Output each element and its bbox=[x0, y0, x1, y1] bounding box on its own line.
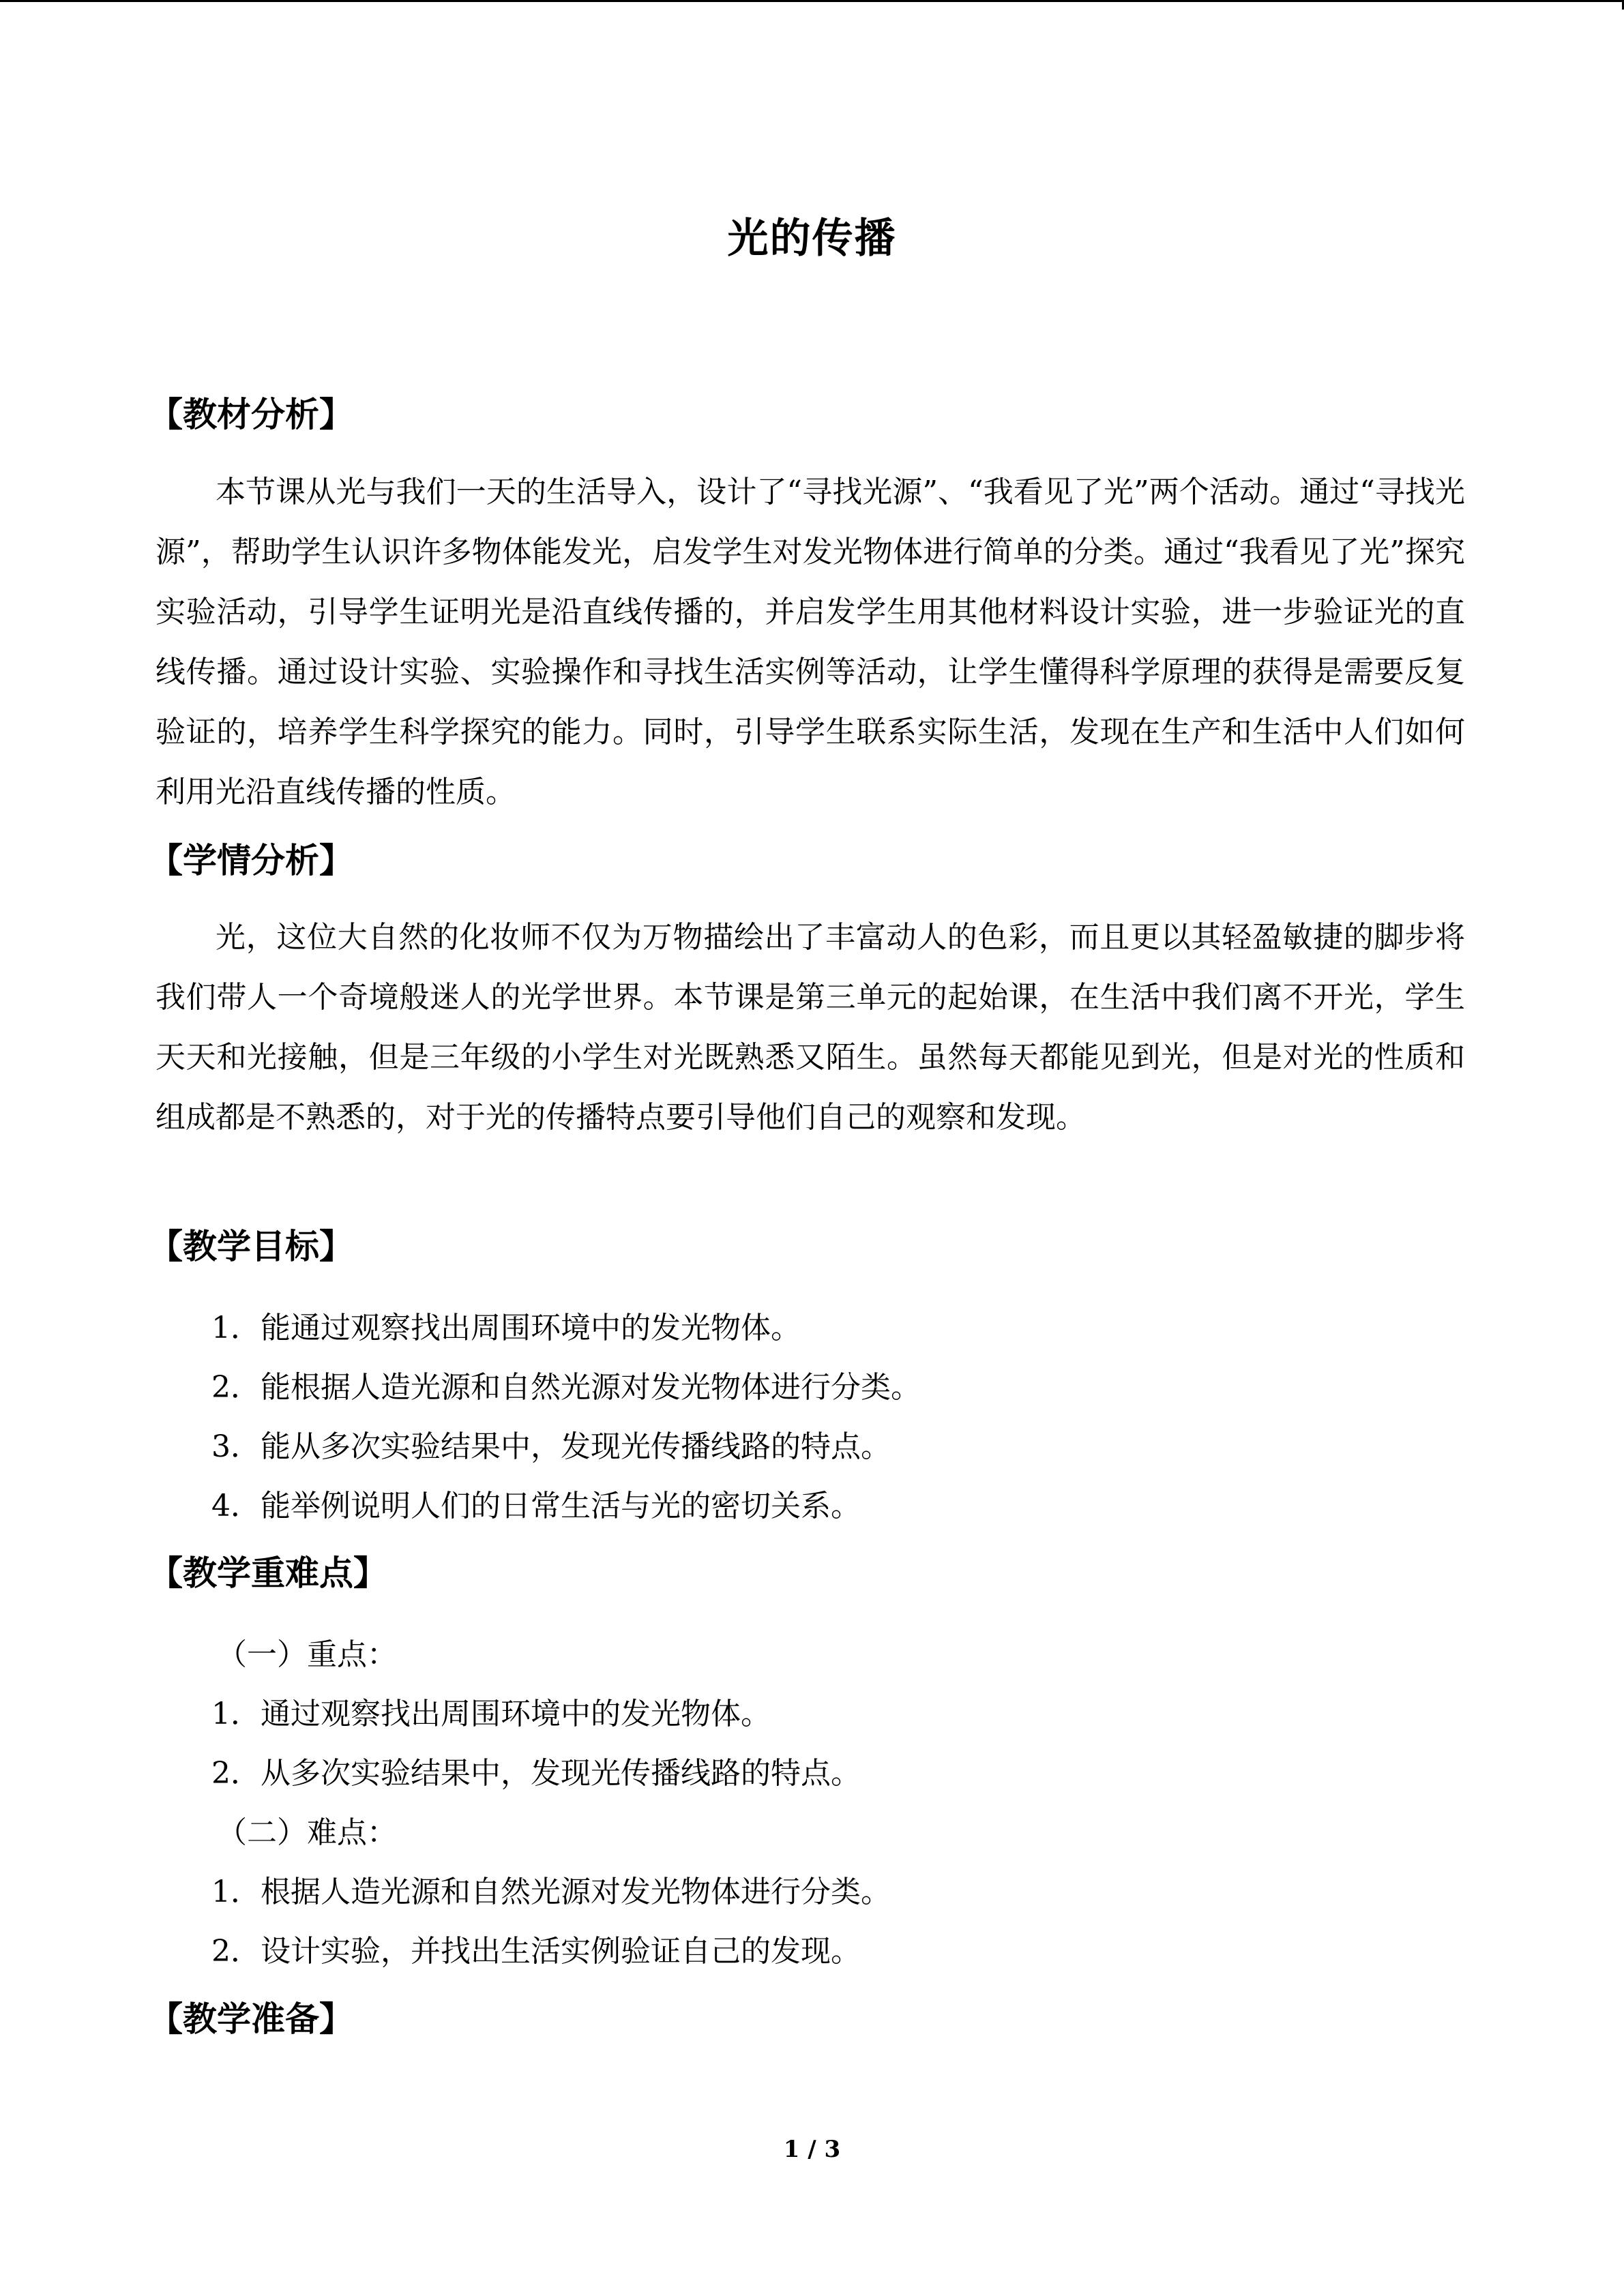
heading-key-difficult-points: 【教学重难点】 bbox=[149, 1553, 387, 1593]
difficult-points-label: （二）难点： bbox=[217, 1815, 397, 1850]
heading-student-analysis: 【学情分析】 bbox=[149, 841, 353, 880]
heading-teaching-preparation: 【教学准备】 bbox=[149, 1999, 353, 2039]
difficult-point-item: 1．根据人造光源和自然光源对发光物体进行分类。 bbox=[211, 1875, 891, 1909]
goal-item: 2．能根据人造光源和自然光源对发光物体进行分类。 bbox=[211, 1370, 921, 1405]
key-points-label: （一）重点： bbox=[217, 1637, 397, 1672]
difficult-point-item: 2．设计实验，并找出生活实例验证自己的发现。 bbox=[211, 1934, 861, 1969]
paragraph-student-analysis: 光，这位大自然的化妆师不仅为万物描绘出了丰富动人的色彩，而且更以其轻盈敏捷的脚步将我们带人一个奇境般迷人的光学世界。本节课是第三单元的起始课，在生活中我们离不开光，学生天天和光接触，但是三年级的小学生对光既熟悉又陌生。虽然每天都能见到光，但是对光的性质和组成都是不熟悉的，对于光的传播特点要引导他们自己的观察和发现。 bbox=[156, 920, 1465, 1135]
heading-teaching-goals: 【教学目标】 bbox=[149, 1227, 353, 1266]
key-point-item: 2．从多次实验结果中，发现光传播线路的特点。 bbox=[211, 1756, 861, 1791]
paragraph-textbook-analysis: 本节课从光与我们一天的生活导入，设计了“寻找光源”、“我看见了光”两个活动。通过“寻找光源”，帮助学生认识许多物体能发光，启发学生对发光物体进行简单的分类。通过“我看见了光”探究实验活动，引导学生证明光是沿直线传播的，并启发学生用其他材料设计实验，进一步验证光的直线传播。通过设计实验、实验操作和寻找生活实例等活动，让学生懂得科学原理的获得是需要反复验证的，培养学生科学探究的能力。同时，引导学生联系实际生活，发现在生产和生活中人们如何利用光沿直线传播的性质。 bbox=[156, 475, 1465, 809]
top-border-line bbox=[0, 0, 1624, 2]
goal-item: 4．能举例说明人们的日常生活与光的密切关系。 bbox=[211, 1489, 861, 1523]
document-title: 光的传播 bbox=[727, 215, 897, 263]
key-point-item: 1．通过观察找出周围环境中的发光物体。 bbox=[211, 1697, 771, 1731]
goal-item: 1．能通过观察找出周围环境中的发光物体。 bbox=[211, 1311, 801, 1345]
goal-item: 3．能从多次实验结果中，发现光传播线路的特点。 bbox=[211, 1429, 891, 1464]
page-number: 1 / 3 bbox=[783, 2136, 841, 2163]
heading-textbook-analysis: 【教材分析】 bbox=[149, 395, 353, 434]
